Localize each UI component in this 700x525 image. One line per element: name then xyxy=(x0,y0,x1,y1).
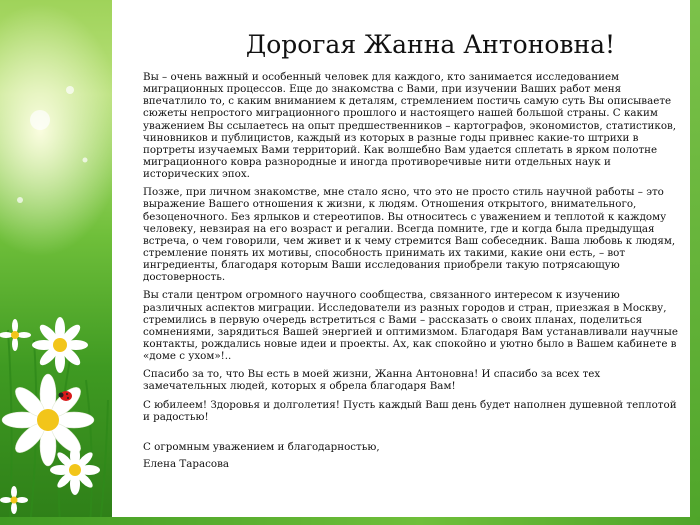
paragraph-5: С юбилеем! Здоровья и долголетия! Пусть каждый Ваш день будет наполнен душевной теплотой и радостью! xyxy=(143,398,677,423)
letter-title: Дорогая Жанна Антоновна! xyxy=(245,30,616,59)
letter-body xyxy=(143,30,678,474)
paragraph-2: Позже, при личном знакомстве, мне стало ясно, что это не просто стиль научной работы – это выражение Вашего отношения к жизни, к людям. Отношения открытого, внимательного, безоценочного. Без ярлыков и стереотипов. Вы относитесь с уважением и теплотой к каждому человеку, невзирая на его возраст и регалии. Всегда помните, где и когда была предыдущая встреча, о чем говорили, чем живет и к чему стремится Ваш собеседник. Ваша любовь к людям, стремление понять их мотивы, способность принимать их такими, какие они есть, – вот ингредиенты, благодаря которым Ваши исследования приобрели такую потрясающую достоверность. xyxy=(143,186,676,284)
paragraph-1: Вы – очень важный и особенный человек для каждого, кто занимается исследованием миграционных процессов. Еще до знакомства с Вами, при изучении Ваших работ меня впечатлило то, с каким вниманием к деталям, стремлением постичь самую суть Вы описываете сюжеты непростого миграционного прошлого и настоящего нашей большой страны. С каким уважением Вы ссылаетесь на опыт предшественников – картографов, экономистов, статистиков, чиновников и публицистов, каждый из которых в разные годы привнес какие-то штрихи в портреты изучаемых Вами территорий. Как волшебно Вам удается сплетать в ярком полотне миграционного ковра разнородные и иногда противоречивые нити отдельных наук и исторических эпох. xyxy=(143,71,677,181)
decorative-flower-border xyxy=(0,0,112,525)
closing-line: С огромным уважением и благодарностью, xyxy=(143,440,380,453)
daisy-flowers-icon xyxy=(0,0,112,525)
right-green-border xyxy=(690,0,700,525)
paragraph-4: Спасибо за то, что Вы есть в моей жизни, Жанна Антоновна! И спасибо за всех тех замечательных людей, которых я обрела благодаря Вам! xyxy=(143,368,601,393)
signature: Елена Тарасова xyxy=(143,458,230,471)
paragraph-3: Вы стали центром огромного научного сообщества, связанного интересом к изучению различных аспектов миграции. Исследователи из разных городов и стран, приезжая в Москву, стремились в первую очередь встретиться с Вами – рассказать о своих планах, поделиться сомнениями, зарядиться Вашей энергией и оптимизмом. Благодаря Вам устанавливали научные контакты, рождались новые идеи и проекты. Ах, как спокойно и уютно было в Вашем кабинете в «доме с ухом»!.. xyxy=(143,289,678,363)
closing-block xyxy=(143,439,678,474)
bottom-green-border xyxy=(0,517,700,525)
